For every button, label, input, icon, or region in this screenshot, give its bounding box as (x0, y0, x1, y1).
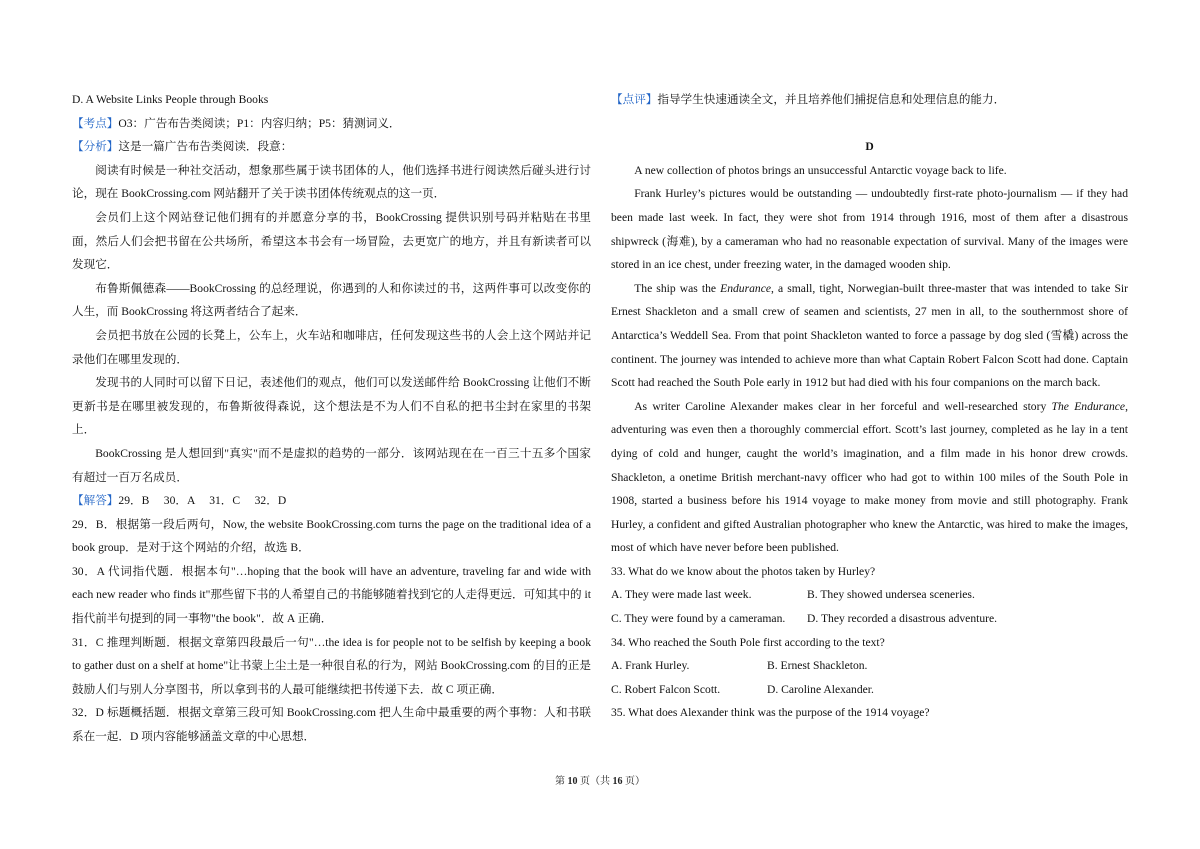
right-column (611, 88, 1128, 725)
fenxi-text: 这是一篇广告布告类阅读．段意： (118, 140, 293, 154)
analysis-para-5: 发现书的人同时可以留下日记，表述他们的观点，他们可以发送邮件给 BookCrossing 让他们不断更新书是在哪里被发现的，布鲁斯彼得森说，这个想法是不为人们不自私的把书尘封在家里的书架上． (72, 376, 591, 437)
dianping-line (611, 88, 1128, 112)
question-34: 34. Who reached the South Pole first according to the text? (611, 635, 885, 649)
page-footer: 第 10 页（共 16 页） (555, 776, 645, 787)
analysis-para-6: BookCrossing 是人想回到"真实"而不是虚拟的趋势的一部分．该网站现在在一百三十五多个国家有超过一百万名成员． (72, 446, 591, 484)
q33-option-d: D. They recorded a disastrous adventure. (807, 612, 998, 626)
q33-option-b: B. They showed undersea sceneries. (807, 588, 975, 602)
book-title: The Endurance (1051, 399, 1126, 413)
answer-30: 30．A 代词指代题．根据本句"…hoping that the book will have an adventure, traveling far and wide with each new reader who finds it"那些留下书的人希望自己的书能够随着找到它的人走得更远．可知其中的 it 指代前半句提到的同一事物"the book"．故 A 正确． (72, 564, 591, 626)
passage-para-1: A new collection of photos brings an unsuccessful Antarctic voyage back to life. (634, 163, 1007, 177)
question-34-options-row-2 (611, 678, 1128, 702)
option-d: D. A Website Links People through Books (72, 93, 269, 106)
q34-option-d: D. Caroline Alexander. (767, 682, 874, 696)
jieda-tag: 【解答】 (72, 494, 119, 508)
q34-option-a: A. Frank Hurley. (611, 659, 690, 673)
q34-option-b: B. Ernest Shackleton. (767, 659, 868, 673)
analysis-para-3: 布鲁斯佩德森——BookCrossing 的总经理说，你遇到的人和你读过的书，这两件事可以改变你的人生，而 BookCrossing 将这两者结合了起来． (72, 281, 591, 319)
page-number: 10 (567, 776, 578, 787)
answer-29: 29．B．根据第一段后两句，Now, the website BookCrossing.com turns the page on the traditional idea of a book group．是对于这个网站的介绍，故选 B． (72, 517, 591, 555)
question-33-options-row-1 (611, 583, 1128, 607)
fenxi-tag: 【分析】 (72, 140, 119, 154)
analysis-para-4: 会员把书放在公园的长凳上，公车上，火车站和咖啡店，任何发现这些书的人会上这个网站并记录他们在哪里发现的． (72, 328, 591, 366)
dianping-tag: 【点评】 (611, 93, 658, 106)
dianping-text: 指导学生快速通读全文，并且培养他们捕捉信息和处理信息的能力． (657, 93, 1006, 106)
passage-para-4: As writer Caroline Alexander makes clear in her forceful and well-researched story The Endurance, adventuring was even then a thoroughly commercial effort. Scott’s last journey, completed as he lay in a tent dying of cold and hunger, caught the world’s imagination, and a film made in his honor drew crowds. Shackleton, a onetime British merchant-navy officer who had got to within 100 miles of the South Pole in 1908, started a business before his 1914 voyage to make money from movie and still photography. Frank Hurley, a confident and gifted Australian photographer who knew the Antarctic, was hired to make the images, most of which have never before been published. (611, 399, 1128, 555)
q33-option-a: A. They were made last week. (611, 588, 752, 602)
jieda-line (72, 489, 591, 513)
question-35: 35. What does Alexander think was the purpose of the 1914 voyage? (611, 706, 930, 720)
question-34-options-row-1 (611, 654, 1128, 678)
section-heading: D (865, 140, 874, 154)
page-total: 16 (612, 776, 623, 787)
kaodian-text: O3：广告布告类阅读；P1：内容归纳；P5：猜测词义． (118, 116, 401, 130)
question-33: 33. What do we know about the photos taken by Hurley? (611, 564, 876, 578)
spacer (611, 112, 1128, 136)
kaodian-line (72, 112, 591, 136)
q33-option-c: C. They were found by a cameraman. (611, 612, 786, 626)
analysis-para-2: 会员们上这个网站登记他们拥有的并愿意分享的书，BookCrossing 提供识别号码并粘贴在书里面，然后人们会把书留在公共场所，希望这本书会有一场冒险，去更宽广的地方，并且有新读者可以发现它． (72, 210, 591, 272)
answer-32: 32．D 标题概括题．根据文章第三段可知 BookCrossing.com 把人生命中最重要的两个事物：人和书联系在一起．D 项内容能够涵盖文章的中心思想． (72, 706, 591, 744)
fenxi-line (72, 135, 591, 159)
passage-para-3: The ship was the Endurance, a small, tight, Norwegian-built three-master that was intended to take Sir Ernest Shackleton and a small crew of seamen and scientists, 27 men in all, to the southernmost shore of Antarctica’s Weddell Sea. From that point Shackleton wanted to force a passage by dog sled (雪橇) across the continent. The journey was intended to achieve more than what Captain Robert Falcon Scott had done. Captain Scott had reached the South Pole early in 1912 but had died with his four companions on the march back. (611, 281, 1129, 390)
jieda-text: 29．B 30．A 31．C 32．D (118, 494, 287, 508)
left-column (72, 88, 591, 749)
kaodian-tag: 【考点】 (72, 116, 119, 130)
question-33-options-row-2 (611, 607, 1128, 631)
ship-name: Endurance (720, 281, 771, 295)
passage-para-2: Frank Hurley’s pictures would be outstanding — undoubtedly first-rate photo-journalism — if they had been made last week. In fact, they were shot from 1914 through 1916, most of them after a disastrous shipwreck (海难), by a cameraman who had no reasonable expectation of survival. Many of the images were stored in an ice chest, under freezing water, in the damaged wooden ship. (611, 187, 1128, 272)
answer-31: 31．C 推理判断题．根据文章第四段最后一句"…the idea is for people not to be selfish by keeping a book to gather dust on a shelf at home"让书蒙上尘土是一种很自私的行为，网站 BookCrossing.com 的目的正是鼓励人们与别人分享图书，所以拿到书的人最可能继续把书传递下去．故 C 项正确． (72, 635, 591, 696)
q34-option-c: C. Robert Falcon Scott. (611, 682, 721, 696)
analysis-para-1: 阅读有时候是一种社交活动，想象那些属于读书团体的人，他们选择书进行阅读然后碰头进行讨论，现在 BookCrossing.com 网站翻开了关于读书团体传统观点的这一页． (72, 163, 591, 201)
